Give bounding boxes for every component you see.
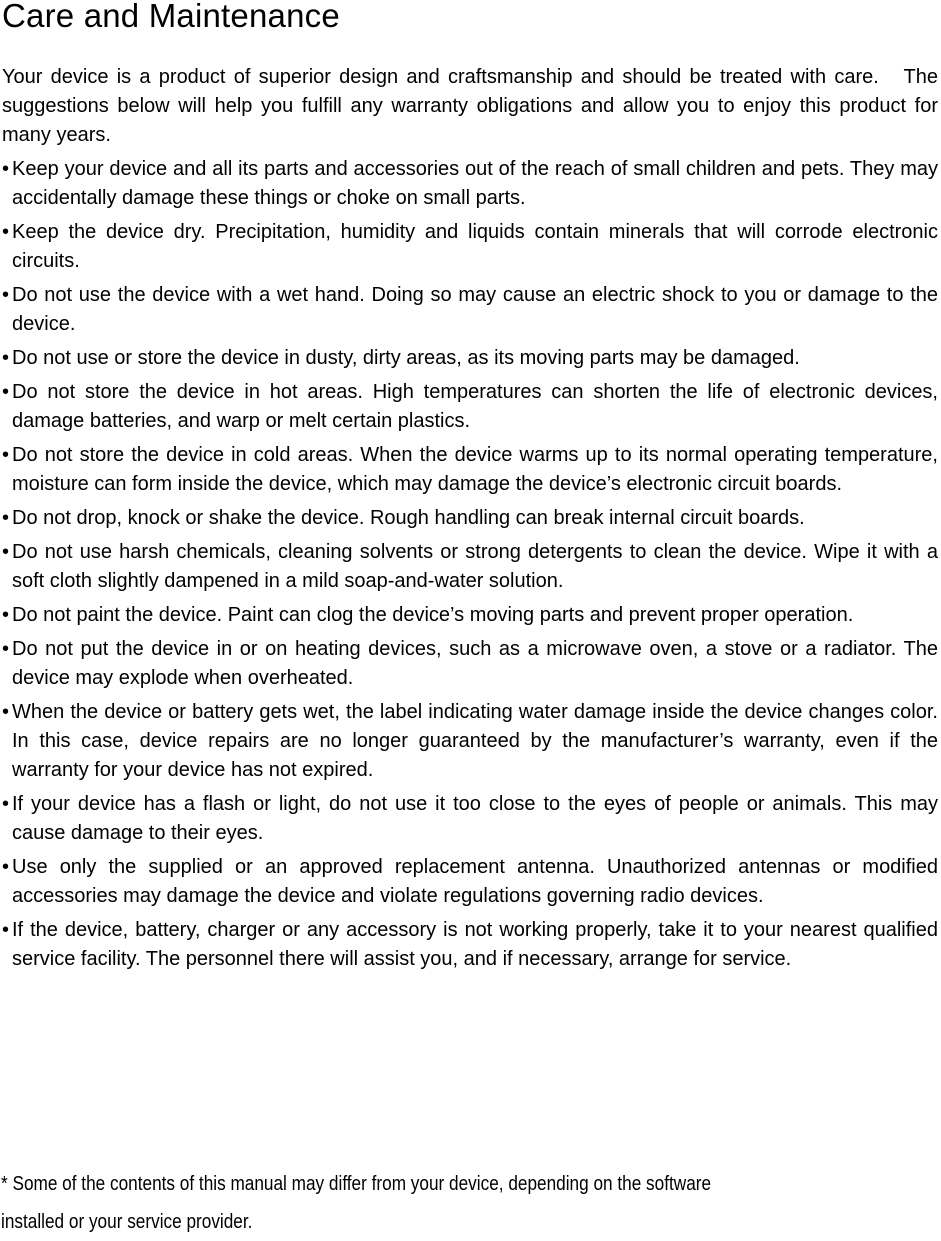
bullet-icon: •	[2, 604, 10, 626]
list-item-text: Do not use harsh chemicals, cleaning solvents or strong detergents to clean the device. Wipe it with a soft cloth slightly dampened in a mild soap-and-water solution.	[12, 541, 938, 592]
list-item-text: Do not drop, knock or shake the device. Rough handling can break internal circuit boards.	[12, 507, 805, 529]
list-item-text: Keep the device dry. Precipitation, humidity and liquids contain minerals that will corrode electronic circuits.	[12, 221, 938, 272]
intro-paragraph: Your device is a product of superior design and craftsmanship and should be treated with care. The suggestions below will help you fulfill any warranty obligations and allow you to enjoy this product for many years.	[2, 66, 938, 146]
list-item-text: Do not store the device in hot areas. High temperatures can shorten the life of electronic devices, damage batteries, and warp or melt certain plastics.	[12, 381, 938, 432]
bullet-icon: •	[2, 284, 10, 306]
list-item	[2, 504, 938, 533]
list-item-text: If your device has a flash or light, do not use it too close to the eyes of people or animals. This may cause damage to their eyes.	[12, 793, 938, 844]
list-item-text: Keep your device and all its parts and accessories out of the reach of small children and pets. They may accidentally damage these things or choke on small parts.	[12, 158, 938, 209]
bullet-icon: •	[2, 701, 10, 723]
bullet-icon: •	[2, 221, 10, 243]
list-item	[2, 790, 938, 848]
bullet-icon: •	[2, 347, 10, 369]
list-item-text: Do not put the device in or on heating devices, such as a microwave oven, a stove or a radiator. The device may explode when overheated.	[12, 638, 938, 689]
list-item-text: Do not use the device with a wet hand. Doing so may cause an electric shock to you or damage to the device.	[12, 284, 938, 335]
bullet-icon: •	[2, 856, 10, 878]
list-item	[2, 916, 938, 974]
bullet-icon: •	[2, 541, 10, 563]
bullet-icon: •	[2, 638, 10, 660]
bullet-icon: •	[2, 919, 10, 941]
document-body	[2, 63, 938, 979]
list-item-text: If the device, battery, charger or any accessory is not working properly, take it to your nearest qualified service facility. The personnel there will assist you, and if necessary, arrange for service.	[12, 919, 938, 970]
list-item	[2, 601, 938, 630]
bullet-icon: •	[2, 444, 10, 466]
list-item-text: When the device or battery gets wet, the label indicating water damage inside the device changes color. In this case, device repairs are no longer guaranteed by the manufacturer’s warranty, even if the warranty for your device has not expired.	[12, 701, 938, 781]
page-title: Care and Maintenance	[2, 0, 340, 34]
care-instructions-list	[2, 155, 938, 974]
list-item	[2, 538, 938, 596]
list-item	[2, 344, 938, 373]
list-item	[2, 441, 938, 499]
list-item-text: Do not paint the device. Paint can clog the device’s moving parts and prevent proper operation.	[12, 604, 854, 626]
footnote-line-2: installed or your service provider.	[1, 1211, 253, 1233]
bullet-icon: •	[2, 158, 10, 180]
list-item	[2, 218, 938, 276]
footnote-line-1: * Some of the contents of this manual may differ from your device, depending on the software	[1, 1173, 712, 1195]
list-item-text: Do not use or store the device in dusty, dirty areas, as its moving parts may be damaged.	[12, 347, 800, 369]
bullet-icon: •	[2, 793, 10, 815]
list-item-text: Do not store the device in cold areas. When the device warms up to its normal operating temperature, moisture can form inside the device, which may damage the device’s electronic circuit boards.	[12, 444, 938, 495]
list-item	[2, 635, 938, 693]
list-item	[2, 281, 938, 339]
list-item	[2, 853, 938, 911]
bullet-icon: •	[2, 381, 10, 403]
list-item	[2, 155, 938, 213]
list-item-text: Use only the supplied or an approved replacement antenna. Unauthorized antennas or modified accessories may damage the device and violate regulations governing radio devices.	[12, 856, 938, 907]
list-item	[2, 378, 938, 436]
bullet-icon: •	[2, 507, 10, 529]
footnote	[1, 1165, 792, 1241]
list-item	[2, 698, 938, 785]
